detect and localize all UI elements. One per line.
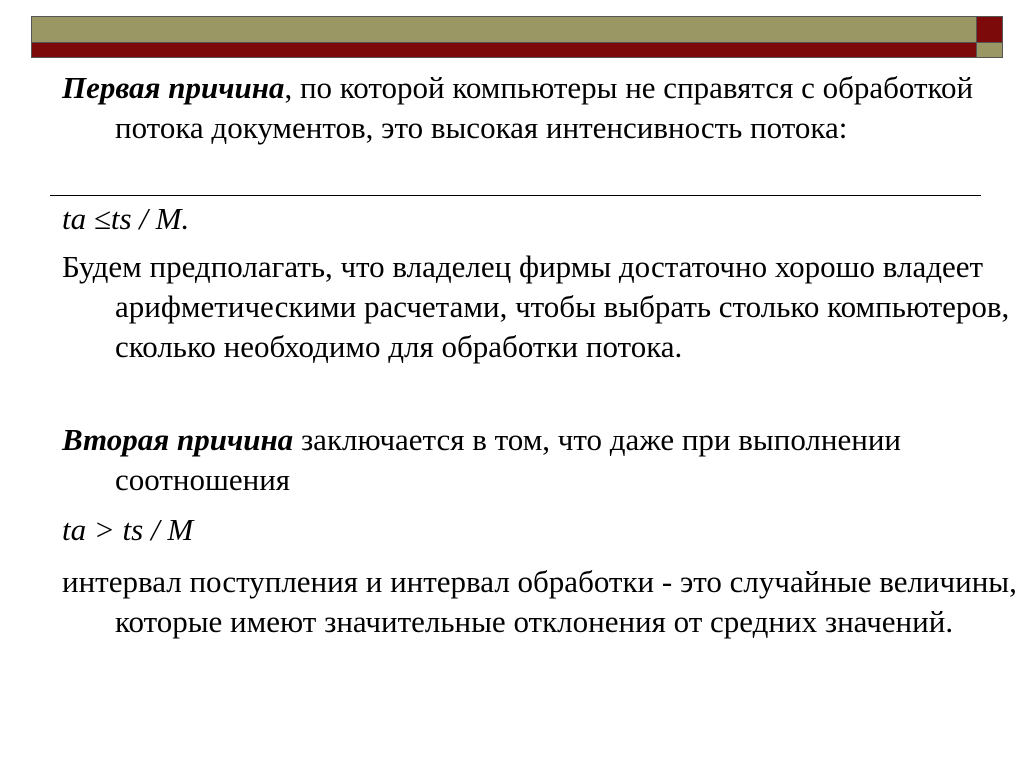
paragraph-second-reason — [62, 420, 1024, 500]
paragraph-first-reason — [62, 68, 1024, 148]
first-reason-text: , по которой компьютеры не справятся с обработкой потока документов, это высокая интенсивность потока: — [115, 70, 974, 145]
header-bar-red — [31, 42, 977, 58]
formula-2: ta > ts / M — [62, 512, 194, 547]
header-bar-olive — [31, 16, 977, 43]
assumption-text: Будем предполагать, что владелец фирмы достаточно хорошо владеет арифметическими расчетами, чтобы выбрать столько компьютеров, сколько необходимо для обработки потока. — [62, 249, 1010, 364]
random-intervals-text: интервал поступления и интервал обработки - это случайные величины, которые имеют значительные отклонения от средних значений. — [62, 564, 1017, 639]
header-square-red — [976, 16, 1003, 43]
second-reason-emphasis: Вторая причина — [62, 422, 294, 457]
divider-line — [50, 195, 981, 196]
second-reason-text: заключается в том, что даже при выполнении соотношения — [115, 422, 902, 497]
header-square-olive — [976, 42, 1003, 58]
first-reason-emphasis: Первая причина — [62, 70, 285, 105]
paragraph-random-intervals — [62, 562, 1024, 642]
paragraph-assumption — [62, 247, 1024, 367]
formula-1: ta ≤ts / M. — [62, 201, 190, 236]
